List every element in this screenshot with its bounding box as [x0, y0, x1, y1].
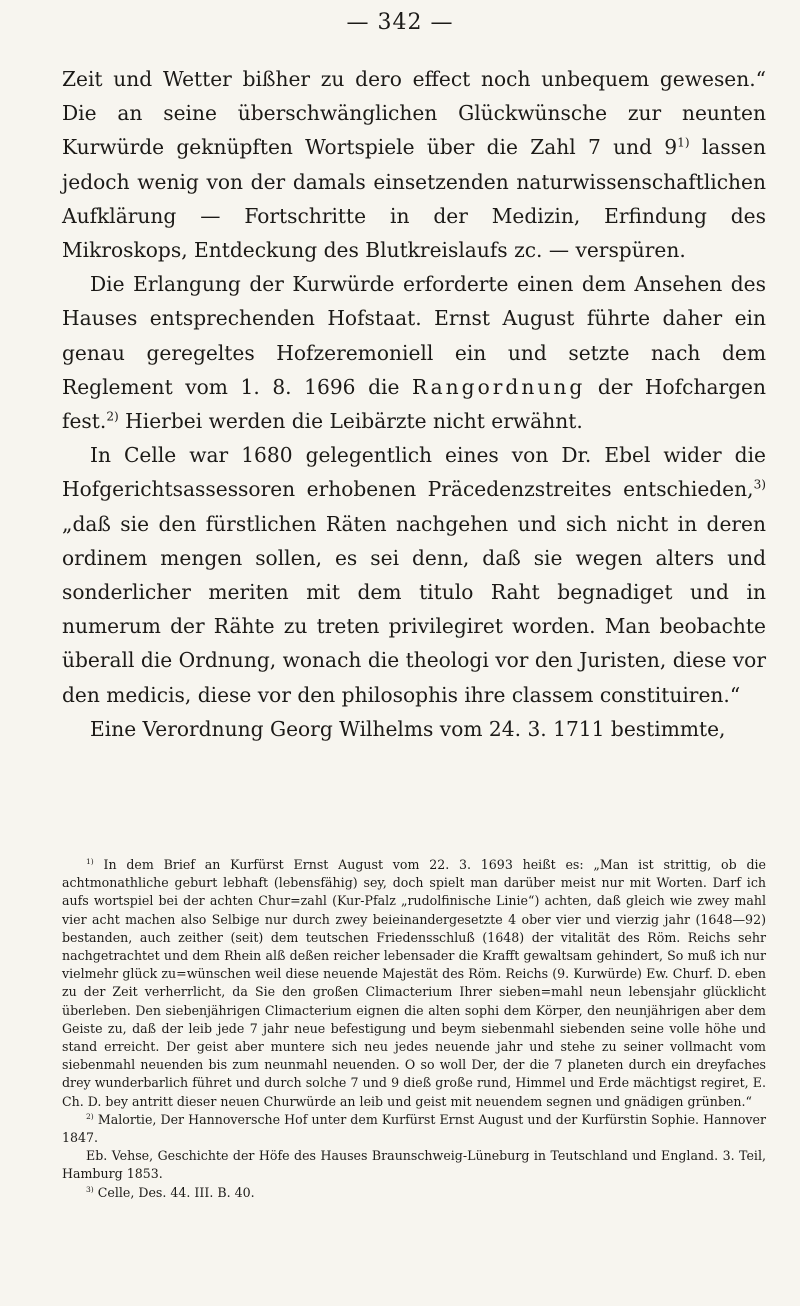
- footnote-1-text: In dem Brief an Kurfürst Ernst August vom 22. 3. 1693 heißt es: „Man ist strittig, ob die achtmonathliche geburt lebhaft (lebensfähig) sey, doch spielt man darüber meist nur mit Worten. Darf ich aufs wortspiel bei der achten Chur=zahl (Kur-Pfalz „rudolfinische Linie“) achten, daß gleich wie zwey mahl vier acht machen also Selbige nur durch zwey beieinandergesetzte 4 ober vier und vierzig jahr (1648—92) bestanden, auch zeither (seit) dem teutschen Friedensschluß (1648) der vitalität des Röm. Reichs sehr nachgetrachtet und dem Rhein alß deßen reicher lebensader die Krafft gewaltsam gehindert, So muß ich nur vielmehr glück zu=wünschen weil diese neuende Majestät des Röm. Reichs (9. Kurwürde) Ew. Churf. D. eben zu der Zeit verherrlicht, da Sie den großen Climacterium Ihrer sieben=mahl neun lebensjahr glücklicht überleben. Den siebenjährigen Climacterium eignen die alten sophi dem Körper, den neunjährigen aber dem Geiste zu, daß der leib jede 7 jahr neue befestigung und beym siebenmahl siebenden seine volle höhe und stand erreicht. Der geist aber muntere sich neu jedes neuende jahr und stehe zu seiner vollmacht vom siebenmahl neuenden bis zum neunmahl neuenden. O so woll Der, der die 7 planeten durch ein dreyfaches drey wunderbarlich führet und durch solche 7 und 9 dieß große rund, Himmel und Erde mächtigst regiret, E. Ch. D. bey antritt dieser neuen Churwürde an leib und geist mit neuendem segnen und gnädigen grünben.“: [62, 857, 766, 1109]
- footnote-3-marker: 3): [86, 1184, 94, 1194]
- footnote-2b: [62, 1147, 766, 1183]
- spaced-term: Rangordnung: [411, 374, 586, 399]
- footnote-ref-3[interactable]: 3): [753, 477, 766, 492]
- footnote-1-marker: 1): [86, 856, 94, 866]
- paragraph-1-text: Zeit und Wetter bißher zu dero effect noch unbequem gewesen.“ Die an seine überschwänglichen Glückwünsche zur neunten Kurwürde geknüpften Wortspiele über die Zahl 7 und 9: [62, 67, 766, 160]
- footnotes: [62, 856, 766, 1202]
- paragraph-3: [62, 438, 766, 712]
- page-number: — 342 —: [346, 10, 454, 35]
- footnote-ref-1[interactable]: 1): [677, 135, 690, 150]
- footnote-3: [62, 1184, 766, 1202]
- paragraph-2: [62, 267, 766, 438]
- footnote-ref-2[interactable]: 2): [106, 409, 119, 424]
- paragraph-3-text: In Celle war 1680 gelegentlich eines von Dr. Ebel wider die Hofgerichtsassessoren erhobenen Präcedenzstreites entschieden,: [62, 443, 766, 502]
- footnote-3-text: Celle, Des. 44. III. B. 40.: [93, 1184, 255, 1200]
- main-text: [62, 62, 766, 746]
- paragraph-4: Eine Verordnung Georg Wilhelms vom 24. 3. 1711 bestimmte,: [90, 716, 726, 741]
- footnote-2-text: Malortie, Der Hannoversche Hof unter dem Kurfürst Ernst August und der Kurfürstin Sophie. Hannover 1847.: [62, 1111, 766, 1146]
- paragraph-1-text-cont: lassen jedoch wenig von der damals einsetzenden naturwissenschaftlichen Aufklärung — Fortschritte in der Medizin, Erfindung des Mikroskops, Entdeckung des Blutkreislaufs zc. — verspüren.: [62, 135, 767, 263]
- footnote-2: [62, 1111, 766, 1147]
- footnote-2-marker: 2): [86, 1111, 94, 1121]
- paragraph-1: [62, 62, 766, 267]
- footnote-1: [62, 856, 766, 1111]
- footnote-2b-text: Eb. Vehse, Geschichte der Höfe des Hauses Braunschweig-Lüneburg in Teutschland und England. 3. Teil, Hamburg 1853.: [62, 1148, 766, 1182]
- paragraph-2-text: Die Erlangung der Kurwürde erforderte einen dem Ansehen des Hauses entsprechenden Hofstaat. Ernst August führte daher ein genau geregeltes Hofzeremoniell ein und setzte nach dem Reglement vom 1. 8. 1696 die: [62, 272, 766, 399]
- paragraph-2-text-cont: der Hofchargen fest.: [62, 374, 767, 434]
- paragraph-3-text-cont: „daß sie den fürstlichen Räten nachgehen und sich nicht in deren ordinem mengen sollen, es sei denn, daß sie wegen alters und sonderlicher meriten mit dem titulo Raht begnadiget und in numerum der Rähte zu treten privilegiret worden. Man beobachte überall die Ordnung, wonach die theologi vor den Juristen, diese vor den medicis, diese vor den philosophis ihre classem constituiren.“: [62, 511, 766, 707]
- paragraph-2-text-end: Hierbei werden die Leibärzte nicht erwähnt.: [118, 409, 583, 434]
